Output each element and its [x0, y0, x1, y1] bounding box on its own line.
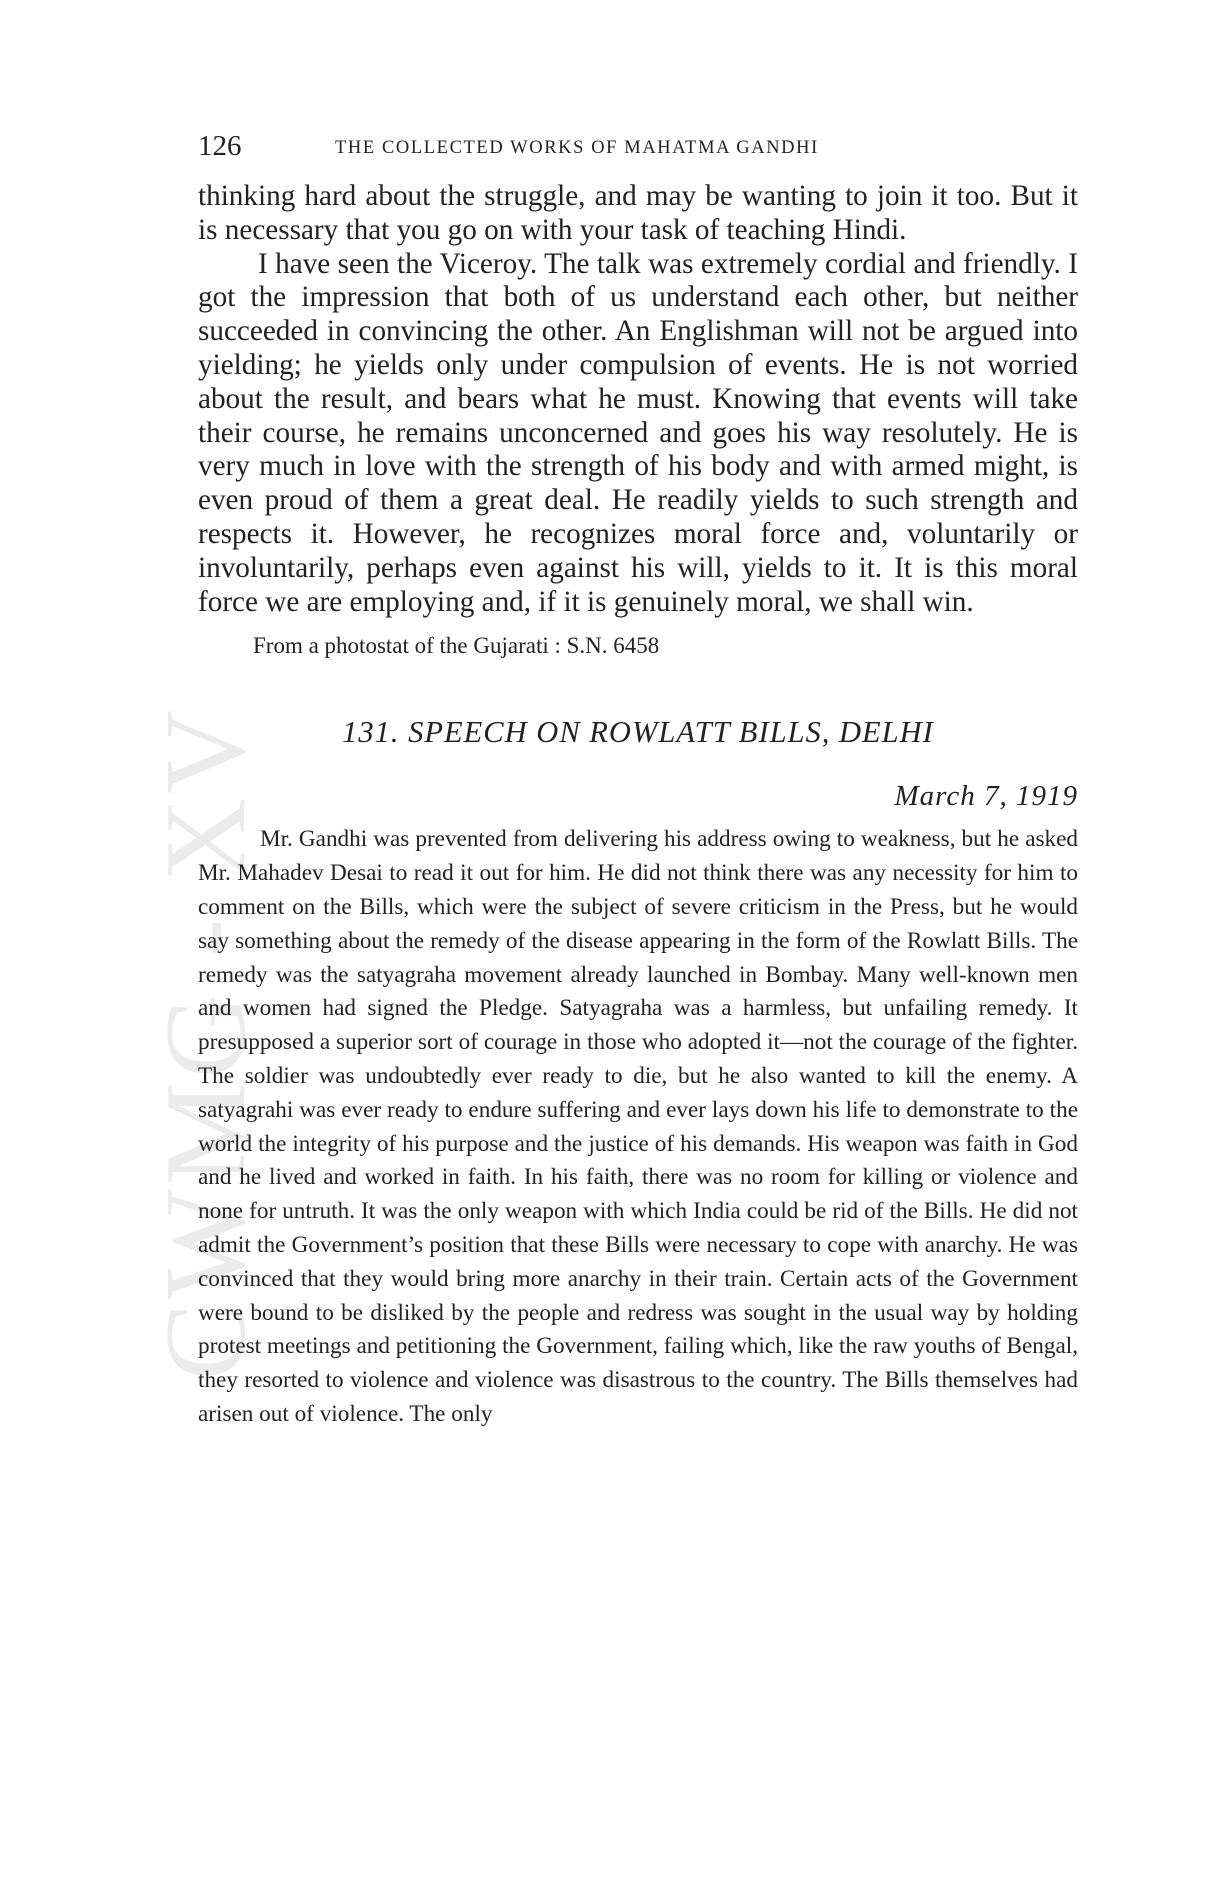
letter-paragraph: thinking hard about the struggle, and may be wanting to join it too. But it is necessary that you go on with your task of teaching Hindi. — [198, 180, 1078, 246]
speech-report-paragraph: Mr. Gandhi was prevented from delivering his address owing to weakness, but he asked Mr. Mahadev Desai to read it out for him. He did not think there was any necessity for him to comment on the Bills, which were the subject of severe criticism in the Press, but he would say something about the remedy of the disease appearing in the form of the Rowlatt Bills. The remedy was the satyagraha movement already launched in Bombay. Many well-known men and women had signed the Pledge. Satyagraha was a harmless, but unfailing remedy. It presupposed a superior sort of courage in those who adopted it—not the courage of the fighter. The soldier was undoubtedly ever ready to die, but he also wanted to kill the enemy. A satyagrahi was ever ready to endure suffering and ever lays down his life to demonstrate to the world the integrity of his purpose and the justice of his demands. His weapon was faith in God and he lived and worked in faith. In his faith, there was no room for killing or violence and none for untruth. It was the only weapon with which India could be rid of the Bills. He did not admit the Government’s position that these Bills were necessary to cope with anarchy. He was convinced that they would bring more anarchy in their train. Certain acts of the Government were bound to be disliked by the people and redress was sought in the usual way by holding protest meetings and petitioning the Government, failing which, like the raw youths of Bengal, they resorted to violence and violence was disastrous to the country. The Bills themselves had arisen out of violence. The only — [198, 826, 1078, 1427]
running-title: THE COLLECTED WORKS OF MAHATMA GANDHI — [335, 138, 819, 158]
section-title: 131. SPEECH ON ROWLATT BILLS, DELHI — [342, 715, 934, 750]
letter-paragraph: I have seen the Viceroy. The talk was extremely cordial and friendly. I got the impression that both of us understand each other, but neither succeeded in convincing the other. An Englishman will not be argued into yielding; he yields only under compulsion of events. He is not worried about the result, and bears what he must. Knowing that events will take their course, he remains unconcerned and goes his way resolutely. He is very much in love with the strength of his body and with armed might, is even proud of them a great deal. He readily yields to such strength and respects it. However, he recognizes moral force and, voluntarily or involuntarily, perhaps even against his will, yields to it. It is this moral force we are employing and, if it is genuinely moral, we shall win. — [198, 247, 1078, 618]
watermark: CWMG - XV — [142, 706, 270, 1380]
page-content — [198, 180, 1078, 1455]
section-date: March 7, 1919 — [894, 780, 1078, 813]
source-note: From a photostat of the Gujarati : S.N. 6458 — [253, 633, 660, 659]
page-number: 126 — [198, 130, 242, 162]
